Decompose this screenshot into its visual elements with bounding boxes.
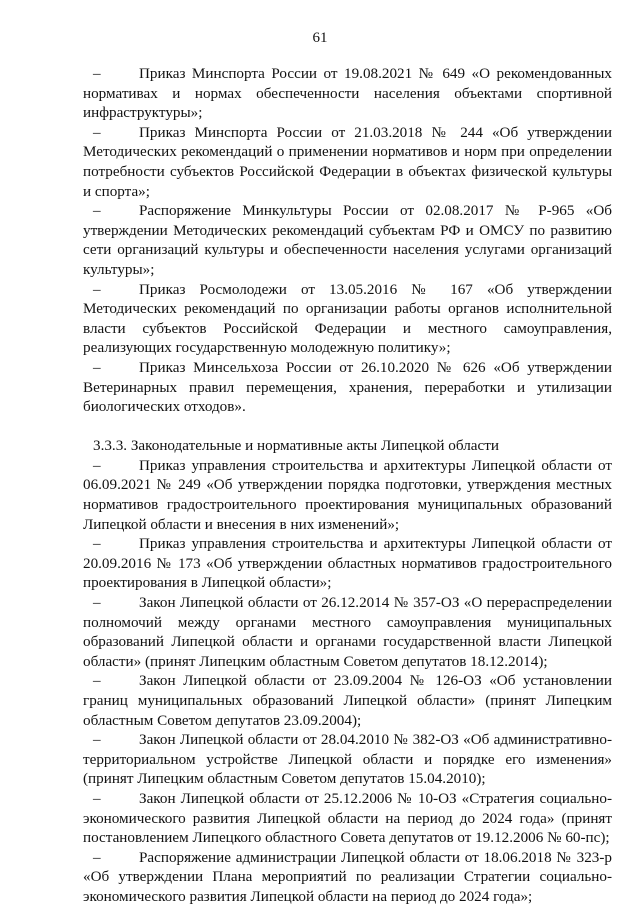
list-dash: – (93, 535, 101, 553)
list-item (83, 534, 612, 593)
list-item (83, 201, 612, 279)
list-item (83, 456, 612, 534)
list-dash: – (93, 789, 101, 807)
regional-acts-list (83, 456, 612, 907)
list-dash: – (93, 456, 101, 474)
list-item (83, 848, 612, 907)
page-number: 61 (312, 30, 328, 46)
list-item-text: Закон Липецкой области от 23.09.2004 № 126-ОЗ «Об установлении границ муниципальных образований Липецкой области» (принят Липецким областным Советом депутатов 23.09.2004); (83, 672, 612, 729)
federal-acts-list (83, 64, 612, 417)
list-item-text: Распоряжение администрации Липецкой области от 18.06.2018 № 323-р «Об утверждении Плана мероприятий по реализации Стратегии социально-экономического развития Липецкой области на период до 2024 года»; (83, 848, 612, 905)
list-item-text: Приказ Минсельхоза России от 26.10.2020 № 626 «Об утверждении Ветеринарных правил перемещения, хранения, переработки и утилизации биологических отходов». (83, 358, 612, 416)
list-item (83, 789, 612, 848)
list-item-text: Закон Липецкой области от 28.04.2010 № 382-ОЗ «Об административно-территориальном устройстве Липецкой области и порядке его изменения» (принят Липецким областным Советом депутатов 15.04.2010); (83, 731, 612, 788)
list-item (83, 64, 612, 123)
list-item-text: Приказ Росмолодежи от 13.05.2016 № 167 «Об утверждении Методических рекомендаций по организации работы органов исполнительной власти субъектов Российской Федерации и местного самоуправления, реализующих государственную молодежную политику»; (83, 280, 612, 357)
list-dash: – (93, 848, 101, 866)
list-item-text: Приказ Минспорта России от 21.03.2018 № 244 «Об утверждении Методических рекомендаций о применении нормативов и норм при определении потребности субъектов Российской Федерации в объектах физической культуры и спорта»; (83, 123, 612, 200)
list-dash: – (93, 65, 101, 82)
page-content (83, 64, 612, 907)
list-item (83, 280, 612, 358)
list-dash: – (93, 672, 101, 690)
list-item (83, 123, 612, 201)
list-item (83, 730, 612, 789)
list-dash: – (93, 594, 101, 612)
list-dash: – (93, 123, 101, 141)
list-item-text: Приказ Минспорта России от 19.08.2021 № 649 «О рекомендованных нормативах и нормах обеспеченности населения объектами спортивной инфраструктуры»; (83, 65, 612, 122)
list-item-text: Закон Липецкой области от 26.12.2014 № 357-ОЗ «О перераспределении полномочий между органами местного самоуправления муниципальных образований Липецкой области и органами государственной власти Липецкой области» (принят Липецким областным Советом депутатов 18.12.2014); (83, 594, 612, 670)
list-item (83, 593, 612, 671)
list-dash: – (93, 358, 101, 376)
list-item-text: Приказ управления строительства и архитектуры Липецкой области от 20.09.2016 № 173 «Об утверждении областных нормативов градостроительного проектирования в Липецкой области»; (83, 535, 612, 592)
list-item (83, 358, 612, 417)
list-dash: – (93, 731, 101, 749)
list-item-text: Распоряжение Минкультуры России от 02.08.2017 № Р-965 «Об утверждении Методических рекомендаций субъектам РФ и ОМСУ по развитию сети организаций культуры и обеспеченности населения услугами организаций культуры»; (83, 202, 612, 278)
list-dash: – (93, 280, 101, 298)
list-dash: – (93, 202, 101, 220)
section-heading: 3.3.3. Законодательные и нормативные акты Липецкой области (93, 437, 499, 455)
list-item-text: Приказ управления строительства и архитектуры Липецкой области от 06.09.2021 № 249 «Об утверждении порядка подготовки, утверждения местных нормативов градостроительного проектирования муниципальных образований Липецкой области и внесения в них изменений»; (83, 456, 612, 533)
list-item-text: Закон Липецкой области от 25.12.2006 № 10-ОЗ «Стратегия социально-экономического развития Липецкой области на период до 2024 года» (принят постановлением Липецкого областного Совета депутатов от 19.12.2006 № 60-пс); (83, 789, 612, 847)
list-item (83, 671, 612, 730)
